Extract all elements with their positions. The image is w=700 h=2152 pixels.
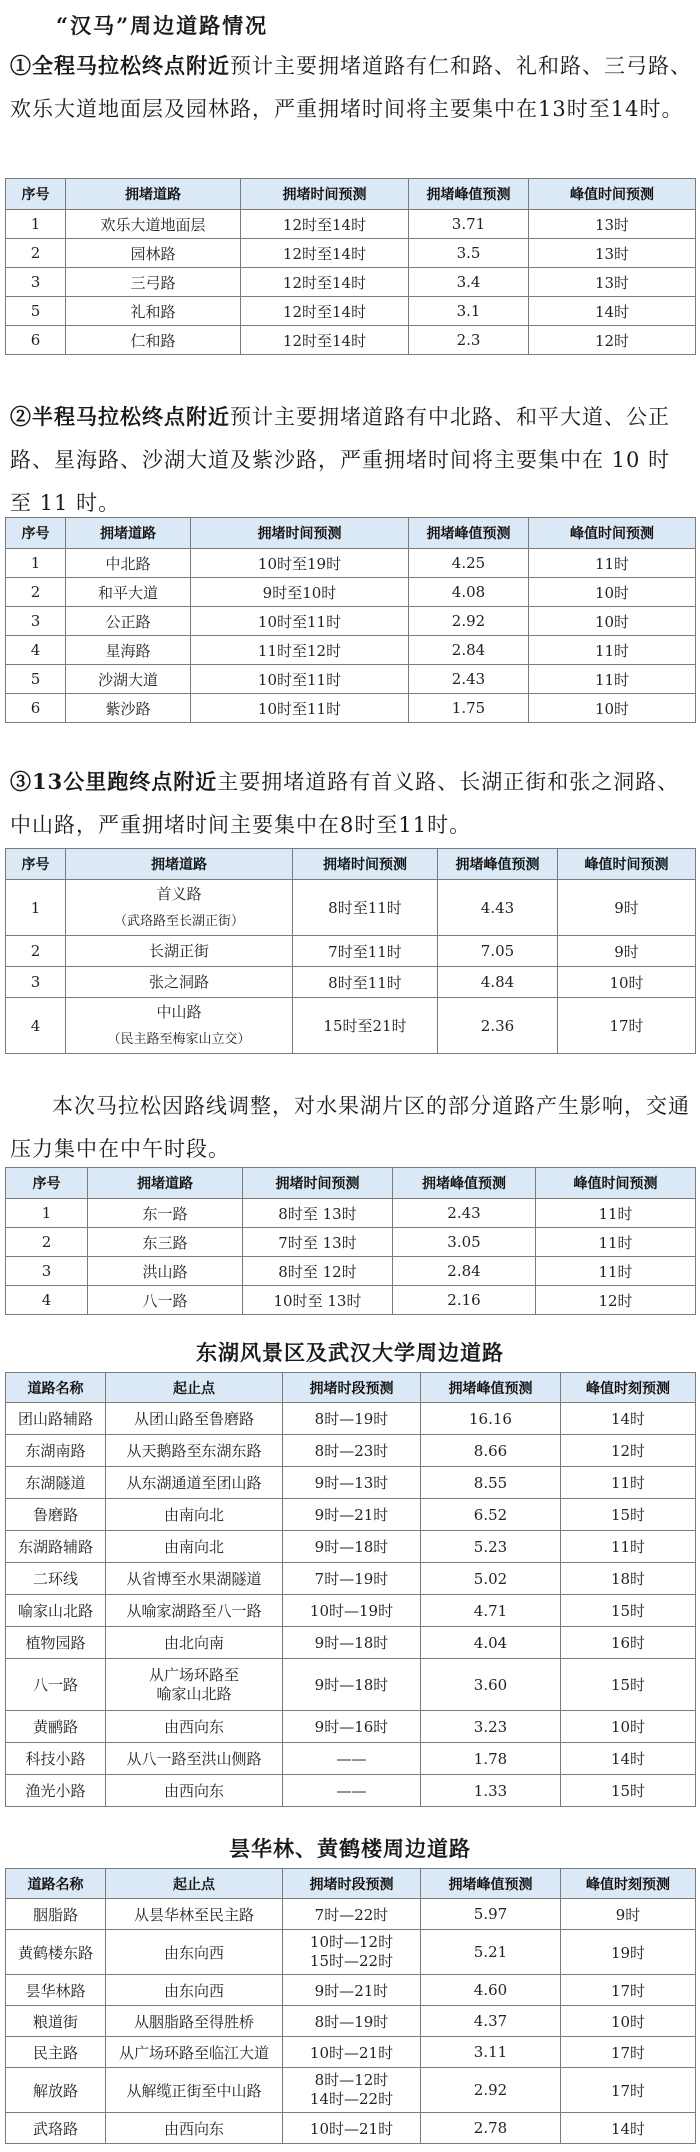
table-cell: 6.52 [421, 1499, 561, 1531]
table-row [6, 2113, 696, 2144]
table-cell: 9时—18时 [283, 1659, 421, 1711]
table-cell: 10时—21时 [283, 2037, 421, 2068]
table-cell: 7时至11时 [293, 936, 438, 967]
table-cell: 12时至14时 [241, 239, 409, 268]
table-cell: 从天鹅路至东湖东路 [106, 1435, 283, 1467]
table-full-marathon [5, 178, 696, 355]
table-cell: 8时—12时 14时—22时 [283, 2068, 421, 2113]
table-cell: 12时至14时 [241, 210, 409, 239]
table-cell: 2 [6, 239, 66, 268]
table-cell: 15时 [561, 1775, 696, 1807]
table-cell: 由西向东 [106, 1775, 283, 1807]
table-row [6, 1775, 696, 1807]
table-cell: 4.84 [438, 967, 558, 998]
table-cell: 喻家山北路 [6, 1595, 106, 1627]
table-cell: 4 [6, 636, 66, 665]
table-cell: 星海路 [66, 636, 191, 665]
table-cell: 17时 [558, 998, 696, 1054]
table-cell: 11时 [536, 1199, 696, 1228]
table-cell: 10时至11时 [191, 665, 409, 694]
table-row [6, 936, 696, 967]
section-2-lead: ②半程马拉松终点附近 [10, 404, 230, 429]
table-cell: 2.3 [409, 326, 529, 355]
table-cell: 东三路 [88, 1228, 243, 1257]
table-cell: 东一路 [88, 1199, 243, 1228]
table-cell: 东湖路辅路 [6, 1531, 106, 1563]
column-header: 峰值时间预测 [529, 179, 696, 210]
table-cell: 10时 [529, 694, 696, 723]
table-cell: 2.43 [393, 1199, 536, 1228]
table-row [6, 2006, 696, 2037]
table-cell: 9时—18时 [283, 1531, 421, 1563]
table-cell: 6 [6, 694, 66, 723]
table-cell: 12时至14时 [241, 297, 409, 326]
table-cell: 团山路辅路 [6, 1403, 106, 1435]
column-header: 拥堵时间预测 [241, 179, 409, 210]
column-header: 拥堵峰值预测 [393, 1168, 536, 1199]
column-header: 拥堵时间预测 [243, 1168, 393, 1199]
table-cell: 3.1 [409, 297, 529, 326]
column-header: 拥堵时间预测 [293, 849, 438, 880]
table-cell: 礼和路 [66, 297, 241, 326]
table-cell: 4.08 [409, 578, 529, 607]
table-cell: 4 [6, 998, 66, 1054]
section-1-lead: ①全程马拉松终点附近 [10, 53, 230, 78]
table-cell: 2 [6, 578, 66, 607]
section-4-paragraph: 本次马拉松因路线调整，对水果湖片区的部分道路产生影响，交通压力集中在中午时段。 [10, 1094, 690, 1161]
table-cell [66, 880, 293, 936]
column-header: 拥堵道路 [66, 849, 293, 880]
table-cell: 18时 [561, 1563, 696, 1595]
table-row [6, 1531, 696, 1563]
table-row [6, 1467, 696, 1499]
column-header: 道路名称 [6, 1373, 106, 1403]
table-row [6, 1595, 696, 1627]
table-cell: 民主路 [6, 2037, 106, 2068]
table-cell: 5.23 [421, 1531, 561, 1563]
table-cell: 12时至14时 [241, 268, 409, 297]
table-cell: 11时至12时 [191, 636, 409, 665]
table-cell: 14时 [561, 1743, 696, 1775]
table-cell: 5.97 [421, 1899, 561, 1930]
road-name: 张之洞路 [148, 972, 209, 991]
table-row [6, 998, 696, 1054]
table-cell: 11时 [529, 665, 696, 694]
table-cell: 10时至 13时 [243, 1286, 393, 1315]
table-row [6, 549, 696, 578]
table-cell: —— [283, 1775, 421, 1807]
table-cell: 从胭脂路至得胜桥 [106, 2006, 283, 2037]
table-cell: 8时—23时 [283, 1435, 421, 1467]
table-cell: 7.05 [438, 936, 558, 967]
table-cell: 黄鹂路 [6, 1711, 106, 1743]
table-row [6, 636, 696, 665]
table-cell: 11时 [529, 549, 696, 578]
column-header: 拥堵峰值预测 [438, 849, 558, 880]
table-cell: 2.16 [393, 1286, 536, 1315]
table-13km-run [5, 848, 696, 1054]
table-cell: 仁和路 [66, 326, 241, 355]
table-cell: 11时 [529, 636, 696, 665]
table-cell: 粮道街 [6, 2006, 106, 2037]
table-cell: 由西向东 [106, 1711, 283, 1743]
table-cell: 3 [6, 1257, 88, 1286]
table-cell: 9时至10时 [191, 578, 409, 607]
table-cell: 二环线 [6, 1563, 106, 1595]
table-row [6, 268, 696, 297]
table-cell: 11时 [561, 1467, 696, 1499]
table-cell: 从八一路至洪山侧路 [106, 1743, 283, 1775]
table-cell: 10时至11时 [191, 694, 409, 723]
column-header: 峰值时间预测 [558, 849, 696, 880]
column-header: 序号 [6, 179, 66, 210]
table-cell: 3.05 [393, 1228, 536, 1257]
table-cell: 公正路 [66, 607, 191, 636]
table-cell: 欢乐大道地面层 [66, 210, 241, 239]
column-header: 拥堵时间预测 [191, 518, 409, 549]
table-cell: 由南向北 [106, 1531, 283, 1563]
table-cell: 3.60 [421, 1659, 561, 1711]
table-cell: 9时—18时 [283, 1627, 421, 1659]
column-header: 峰值时间预测 [536, 1168, 696, 1199]
table-cell: 植物园路 [6, 1627, 106, 1659]
table-cell: 由东向西 [106, 1930, 283, 1975]
table-cell: 12时 [536, 1286, 696, 1315]
table-cell: 14时 [561, 2113, 696, 2144]
table-cell: 15时至21时 [293, 998, 438, 1054]
column-header: 序号 [6, 518, 66, 549]
table-cell: 2 [6, 936, 66, 967]
section-1-text: 预计主要拥堵道路有仁和路、礼和路、三弓路、欢乐大道地面层及园林路，严重拥堵时间将主要集中在13时至14时。 [10, 54, 692, 121]
table-cell: 9时—21时 [283, 1499, 421, 1531]
table-cell: 3 [6, 607, 66, 636]
section-2-text: 预计主要拥堵道路有中北路、和平大道、公正路、星海路、沙湖大道及紫沙路，严重拥堵时间将主要集中在 10 时至 11 时。 [10, 405, 671, 515]
table-cell: 9时 [558, 936, 696, 967]
table-cell: 三弓路 [66, 268, 241, 297]
column-header: 起止点 [106, 1869, 283, 1899]
road-name: 中山路 [156, 1002, 202, 1021]
table-cell: 3.71 [409, 210, 529, 239]
table-cell: 12时至14时 [241, 326, 409, 355]
table-cell: 中北路 [66, 549, 191, 578]
table-cell: 4.37 [421, 2006, 561, 2037]
table-cell: 15时 [561, 1595, 696, 1627]
table-row [6, 326, 696, 355]
table-cell: 武珞路 [6, 2113, 106, 2144]
column-header: 拥堵峰值预测 [421, 1373, 561, 1403]
table-cell: 黄鹤楼东路 [6, 1930, 106, 1975]
table-row [6, 1499, 696, 1531]
table-cell: 由北向南 [106, 1627, 283, 1659]
column-header: 序号 [6, 1168, 88, 1199]
table-cell: 8时至 13时 [243, 1199, 393, 1228]
table-row [6, 239, 696, 268]
road-segment-note: （武珞路至长湖正街） [113, 913, 244, 929]
table-cell: 10时至11时 [191, 607, 409, 636]
table-row [6, 1563, 696, 1595]
section-3-lead: ③13公里跑终点附近 [10, 769, 218, 794]
table-cell: 1 [6, 880, 66, 936]
table-cell: 7时至 13时 [243, 1228, 393, 1257]
table-cell: 9时—21时 [283, 1975, 421, 2006]
road-name: 长湖正街 [148, 941, 209, 960]
table-cell: 1.78 [421, 1743, 561, 1775]
page-title: “汉马”周边道路情况 [56, 13, 269, 38]
table-cell: 13时 [529, 268, 696, 297]
table-row [6, 1743, 696, 1775]
table-row [6, 1930, 696, 1975]
table-cell: 9时—16时 [283, 1711, 421, 1743]
table-row [6, 1199, 696, 1228]
table-cell [66, 967, 293, 998]
table-cell: 3 [6, 268, 66, 297]
table-cell: 2.92 [421, 2068, 561, 2113]
table-cell: 9时 [558, 880, 696, 936]
table-cell: 昙华林路 [6, 1975, 106, 2006]
table-cell: 9时 [561, 1899, 696, 1930]
table-cell: 8时—19时 [283, 1403, 421, 1435]
table-cell: 1.33 [421, 1775, 561, 1807]
table-cell: 6 [6, 326, 66, 355]
table-row [6, 1403, 696, 1435]
table-cell: 14时 [529, 297, 696, 326]
table-cell: 2.84 [393, 1257, 536, 1286]
table-cell: 3.5 [409, 239, 529, 268]
table-cell: 2.36 [438, 998, 558, 1054]
table-cell: 10时 [558, 967, 696, 998]
table-cell: 4.25 [409, 549, 529, 578]
table-cell: 11时 [536, 1257, 696, 1286]
column-header: 拥堵时段预测 [283, 1869, 421, 1899]
table-cell: 从东湖通道至团山路 [106, 1467, 283, 1499]
table-row [6, 2037, 696, 2068]
table-cell: 9时—13时 [283, 1467, 421, 1499]
table-row [6, 1899, 696, 1930]
table-row [6, 1286, 696, 1315]
table-cell: 园林路 [66, 239, 241, 268]
table-row [6, 1975, 696, 2006]
table-cell [66, 936, 293, 967]
section-6-title: 昙华林、黄鹤楼周边道路 [229, 1836, 471, 1861]
section-2-paragraph [10, 395, 692, 525]
table-cell: 8时至11时 [293, 967, 438, 998]
table-cell: 2.84 [409, 636, 529, 665]
column-header: 峰值时间预测 [529, 518, 696, 549]
section-1-paragraph [10, 44, 692, 131]
table-cell: —— [283, 1743, 421, 1775]
table-cell: 15时 [561, 1499, 696, 1531]
table-cell: 5 [6, 665, 66, 694]
table-cell: 渔光小路 [6, 1775, 106, 1807]
table-cell: 1 [6, 1199, 88, 1228]
column-header: 拥堵时段预测 [283, 1373, 421, 1403]
table-cell: 由南向北 [106, 1499, 283, 1531]
table-cell: 2 [6, 1228, 88, 1257]
table-cell: 解放路 [6, 2068, 106, 2113]
table-cell: 紫沙路 [66, 694, 191, 723]
table-cell: 八一路 [88, 1286, 243, 1315]
table-cell: 洪山路 [88, 1257, 243, 1286]
table-row [6, 665, 696, 694]
table-row [6, 1435, 696, 1467]
table-cell: 8.55 [421, 1467, 561, 1499]
table-cell: 2.43 [409, 665, 529, 694]
table-cell: 胭脂路 [6, 1899, 106, 1930]
table-cell: 鲁磨路 [6, 1499, 106, 1531]
section-3-paragraph [10, 760, 692, 847]
table-cell: 4.60 [421, 1975, 561, 2006]
table-cell: 16.16 [421, 1403, 561, 1435]
table-cell: 13时 [529, 210, 696, 239]
table-cell: 10时 [561, 2006, 696, 2037]
table-row [6, 880, 696, 936]
table-cell: 1.75 [409, 694, 529, 723]
table-row [6, 2068, 696, 2113]
column-header: 拥堵道路 [66, 179, 241, 210]
table-cell: 由东向西 [106, 1975, 283, 2006]
table-cell: 4.43 [438, 880, 558, 936]
table-east-lake [5, 1372, 696, 1807]
table-cell: 和平大道 [66, 578, 191, 607]
table-cell: 17时 [561, 2068, 696, 2113]
table-cell: 10时—21时 [283, 2113, 421, 2144]
table-cell: 11时 [536, 1228, 696, 1257]
column-header: 拥堵峰值预测 [409, 179, 529, 210]
table-cell: 从昙华林至民主路 [106, 1899, 283, 1930]
table-cell: 东湖隧道 [6, 1467, 106, 1499]
table-cell: 10时 [561, 1711, 696, 1743]
table-cell: 10时 [529, 607, 696, 636]
road-segment-note: （民主路至梅家山立交） [107, 1031, 251, 1047]
table-cell: 12时 [529, 326, 696, 355]
table-row [6, 210, 696, 239]
table-cell: 5.21 [421, 1930, 561, 1975]
table-row [6, 694, 696, 723]
table-cell: 由西向东 [106, 2113, 283, 2144]
table-cell: 从省博至水果湖隧道 [106, 1563, 283, 1595]
table-cell: 16时 [561, 1627, 696, 1659]
table-row [6, 578, 696, 607]
table-cell: 沙湖大道 [66, 665, 191, 694]
column-header: 峰值时刻预测 [561, 1869, 696, 1899]
table-cell: 8时至 12时 [243, 1257, 393, 1286]
table-row [6, 1257, 696, 1286]
table-cell: 17时 [561, 2037, 696, 2068]
table-cell: 1 [6, 210, 66, 239]
table-cell: 2.78 [421, 2113, 561, 2144]
table-cell: 14时 [561, 1403, 696, 1435]
table-row [6, 1228, 696, 1257]
table-shuiguohu [5, 1167, 696, 1315]
table-cell: 4.04 [421, 1627, 561, 1659]
road-name: 首义路 [156, 884, 202, 903]
table-cell: 15时 [561, 1659, 696, 1711]
table-cell: 3.23 [421, 1711, 561, 1743]
table-cell: 11时 [561, 1531, 696, 1563]
section-5-title: 东湖风景区及武汉大学周边道路 [196, 1340, 504, 1365]
table-cell: 1 [6, 549, 66, 578]
table-cell: 5.02 [421, 1563, 561, 1595]
table-cell: 4.71 [421, 1595, 561, 1627]
table-cell: 八一路 [6, 1659, 106, 1711]
table-cell: 19时 [561, 1930, 696, 1975]
column-header: 起止点 [106, 1373, 283, 1403]
table-cell: 从广场环路至临江大道 [106, 2037, 283, 2068]
column-header: 道路名称 [6, 1869, 106, 1899]
column-header: 拥堵峰值预测 [421, 1869, 561, 1899]
column-header: 峰值时刻预测 [561, 1373, 696, 1403]
table-cell: 10时 [529, 578, 696, 607]
table-cell: 10时—19时 [283, 1595, 421, 1627]
table-cell: 从喻家湖路至八一路 [106, 1595, 283, 1627]
table-cell: 3.11 [421, 2037, 561, 2068]
table-cell: 从团山路至鲁磨路 [106, 1403, 283, 1435]
table-cell: 3.4 [409, 268, 529, 297]
table-cell: 8.66 [421, 1435, 561, 1467]
table-cell [66, 998, 293, 1054]
table-cell: 10时至19时 [191, 549, 409, 578]
table-cell: 13时 [529, 239, 696, 268]
table-cell: 7时—19时 [283, 1563, 421, 1595]
section-3-text: 主要拥堵道路有首义路、长湖正街和张之洞路、中山路，严重拥堵时间主要集中在8时至11时。 [10, 770, 680, 837]
table-row [6, 1659, 696, 1711]
table-cell: 17时 [561, 1975, 696, 2006]
column-header: 拥堵道路 [88, 1168, 243, 1199]
table-cell: 3 [6, 967, 66, 998]
table-cell: 8时至11时 [293, 880, 438, 936]
table-cell: 从广场环路至 喻家山北路 [106, 1659, 283, 1711]
table-cell: 8时—19时 [283, 2006, 421, 2037]
column-header: 序号 [6, 849, 66, 880]
table-tanhualin [5, 1868, 696, 2144]
table-cell: 12时 [561, 1435, 696, 1467]
table-cell: 4 [6, 1286, 88, 1315]
column-header: 拥堵峰值预测 [409, 518, 529, 549]
table-row [6, 607, 696, 636]
column-header: 拥堵道路 [66, 518, 191, 549]
table-cell: 科技小路 [6, 1743, 106, 1775]
table-cell: 2.92 [409, 607, 529, 636]
table-cell: 7时—22时 [283, 1899, 421, 1930]
table-cell: 10时—12时 15时—22时 [283, 1930, 421, 1975]
table-cell: 东湖南路 [6, 1435, 106, 1467]
table-cell: 从解缆正街至中山路 [106, 2068, 283, 2113]
table-row [6, 1711, 696, 1743]
table-row [6, 297, 696, 326]
table-half-marathon [5, 517, 696, 723]
table-row [6, 1627, 696, 1659]
table-cell: 5 [6, 297, 66, 326]
table-row [6, 967, 696, 998]
